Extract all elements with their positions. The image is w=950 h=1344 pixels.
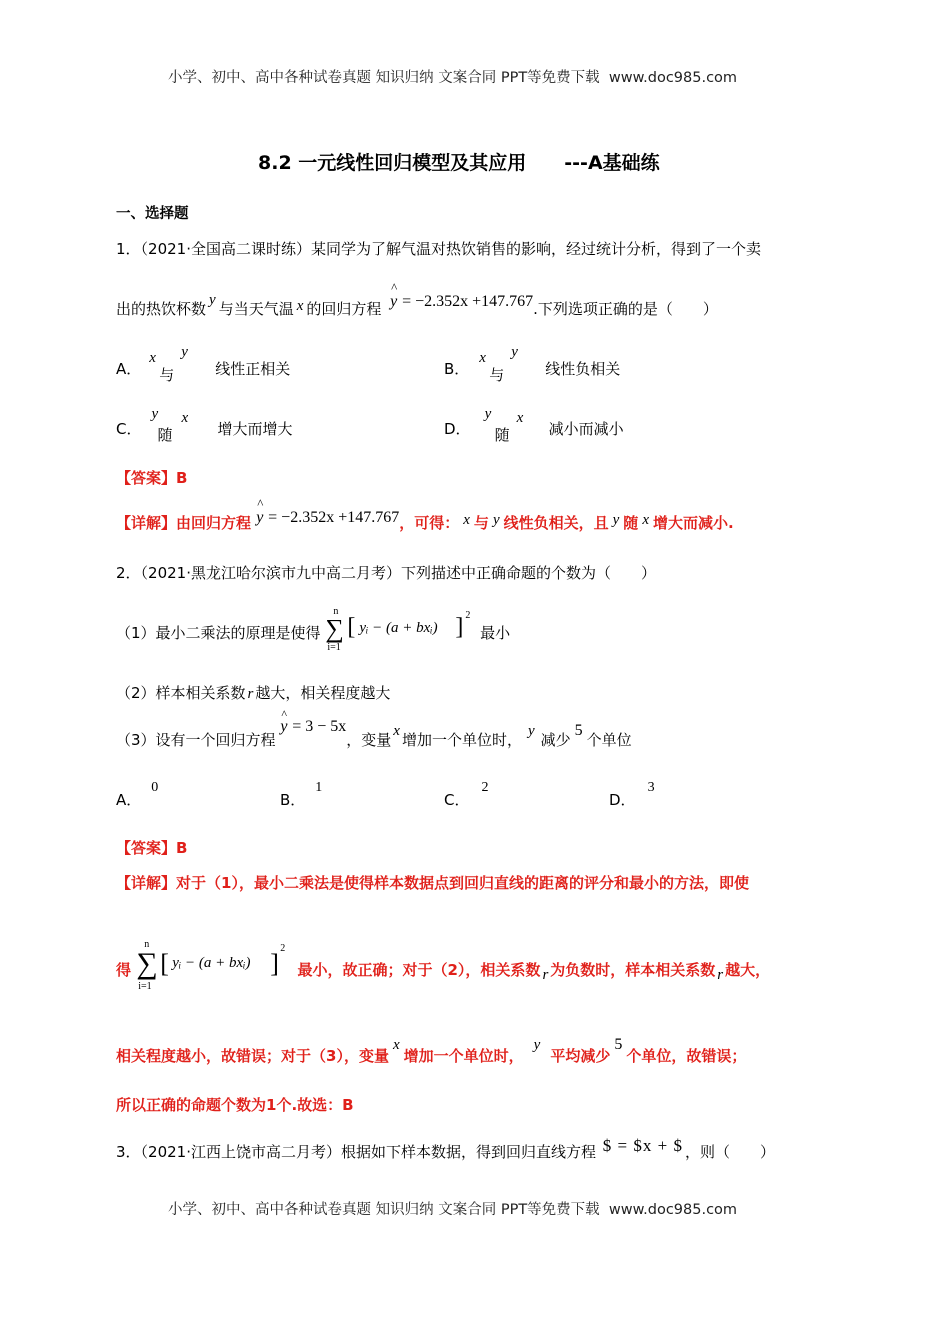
q3-text: （2021·江西上饶市高二月考）根据如下样本数据，得到回归直线方程 xyxy=(140,1143,596,1161)
hat-mark: ^ xyxy=(281,707,287,721)
sum-formula: n ∑ i=1 [ yᵢ − (a + bxᵢ) ] 2 xyxy=(136,938,286,992)
hat-mark: ^ xyxy=(257,496,264,511)
q2-detail-line3: 相关程度越小，故错误；对于（3），变量x增加一个单位时，y平均减少5个单位，故错误； xyxy=(116,1036,747,1065)
q3-line1: 3．（2021·江西上饶市高二月考）根据如下样本数据，得到回归直线方程 $ = $x + $ ，则（ ） xyxy=(116,1136,775,1161)
q1-text: （2021·全国高二课时练）某同学为了解气温对热饮销售的影响，经过统计分析，得到了一个卖 xyxy=(140,240,761,258)
q2-number: 2． xyxy=(116,564,141,582)
var-x: x xyxy=(296,298,304,314)
q1-equation xyxy=(390,280,534,311)
q1-option-b: B． x 与 y 线性负相关 xyxy=(444,344,621,384)
q1-number: 1． xyxy=(116,240,141,258)
var-x: x xyxy=(463,512,470,528)
sigma-symbol: ∑ xyxy=(136,946,158,980)
footer-text: 小学、初中、高中各种试卷真题 知识归纳 文案合同 PPT等免费下载 xyxy=(168,1202,600,1218)
var-x: x xyxy=(181,410,189,426)
var-y: y xyxy=(492,512,500,528)
var-x: x xyxy=(516,410,524,426)
q1-line2 xyxy=(116,280,718,319)
q2-statement-1: （1）最小二乘法的原理是使得 n ∑ i=1 [ yᵢ − (a + bxᵢ) ] 2 最小 xyxy=(116,605,511,653)
sigma-symbol: ∑ xyxy=(325,613,344,643)
q2-statement-3: （3）设有一个回归方程 ^ y = 3 − 5x，变量 x 增加一个单位时， y 减少5个单位 xyxy=(116,707,632,749)
q2-statement-2: （2）样本相关系数 r 越大，相关程度越大 xyxy=(116,684,391,702)
q2-detail-line4: 所以正确的命题个数为1个.故选：B xyxy=(116,1096,354,1114)
q1-option-a: A． x 与 y 线性正相关 xyxy=(116,344,291,384)
q3-number: 3． xyxy=(116,1143,141,1161)
var-r: r xyxy=(247,686,254,702)
q1-eq-body: = −2.352x +147.767 xyxy=(402,293,534,310)
page-title xyxy=(258,148,660,175)
var-y: y xyxy=(527,723,535,739)
section-heading: 一、选择题 xyxy=(116,206,189,222)
page-header xyxy=(168,66,737,87)
var-y: y xyxy=(484,406,492,422)
q2-text: （2021·黑龙江哈尔滨市九中高二月考）下列描述中正确命题的个数为（ ） xyxy=(140,564,656,582)
left-bracket: [ xyxy=(347,613,356,640)
var-r: r xyxy=(542,967,549,983)
title-main: 8.2 一元线性回归模型及其应用 xyxy=(258,152,527,174)
var-y: y xyxy=(612,512,620,528)
var-r: r xyxy=(717,967,724,983)
right-bracket: ] xyxy=(455,613,464,640)
q2-detail-line2: 得 n ∑ i=1 [ yᵢ − (a + bxᵢ) ] 2 最小，故正确；对于（2），相关系数 r 为负数时，样本相关系数 r 越大， xyxy=(116,938,771,992)
y-hat: ^ y xyxy=(390,280,398,310)
q1-option-d: D． y 随 x 减小而减小 xyxy=(444,406,624,444)
q1-text-b: 与当天气温 xyxy=(218,300,294,318)
q2-option-c: C．2 xyxy=(444,780,489,809)
q2-line1 xyxy=(116,562,656,583)
var-x: x xyxy=(642,512,649,528)
header-site: www.doc985.com xyxy=(608,70,738,86)
header-text: 小学、初中、高中各种试卷真题 知识归纳 文案合同 PPT等免费下载 xyxy=(168,70,600,86)
q1-line1 xyxy=(116,238,761,259)
q2-answer: 【答案】B xyxy=(116,839,188,857)
var-x: x xyxy=(149,350,156,366)
q1-option-c: C． y 随 x 增大而增大 xyxy=(116,406,293,444)
q1-answer: 【答案】B xyxy=(116,469,188,487)
right-bracket: ] xyxy=(270,948,279,978)
q1-detail: 【详解】由回归方程 ^ y = −2.352x +147.767，可得： x 与 y 线性负相关，且 y 随 x 增大而减小. xyxy=(116,496,734,532)
title-suffix: ---A基础练 xyxy=(564,152,660,174)
sum-formula: n ∑ i=1 [ yᵢ − (a + bxᵢ) ] 2 xyxy=(325,605,471,653)
var-y: y xyxy=(533,1037,541,1053)
q1-text-d: .下列选项正确的是（ ） xyxy=(533,300,718,318)
q2-option-a: A．0 xyxy=(116,780,159,809)
var-y: y xyxy=(151,406,159,422)
hat-mark: ^ xyxy=(391,280,398,295)
var-x: x xyxy=(479,350,486,366)
q2-option-b: B．1 xyxy=(280,780,323,809)
var-y: y xyxy=(511,344,518,360)
var-x: x xyxy=(393,723,400,739)
q2-equation: ^ y = 3 − 5x xyxy=(280,707,347,735)
footer-site: www.doc985.com xyxy=(608,1202,738,1218)
q1-text-c: 的回归方程 xyxy=(306,300,382,318)
q1-text-a: 出的热饮杯数 xyxy=(116,300,207,318)
var-x: x xyxy=(392,1037,400,1053)
left-bracket: [ xyxy=(160,948,169,978)
q2-option-d: D．3 xyxy=(609,780,655,809)
q3-equation: $ = $x + $ xyxy=(602,1136,683,1155)
q1-detail-equation: ^ y = −2.352x +147.767 xyxy=(256,496,400,526)
var-y: y xyxy=(181,344,188,360)
page-footer xyxy=(168,1198,737,1219)
q2-detail-line1: 【详解】对于（1），最小二乘法是使得样本数据点到回归直线的距离的评分和最小的方法，即使 xyxy=(116,874,749,892)
var-y: y xyxy=(209,292,216,308)
